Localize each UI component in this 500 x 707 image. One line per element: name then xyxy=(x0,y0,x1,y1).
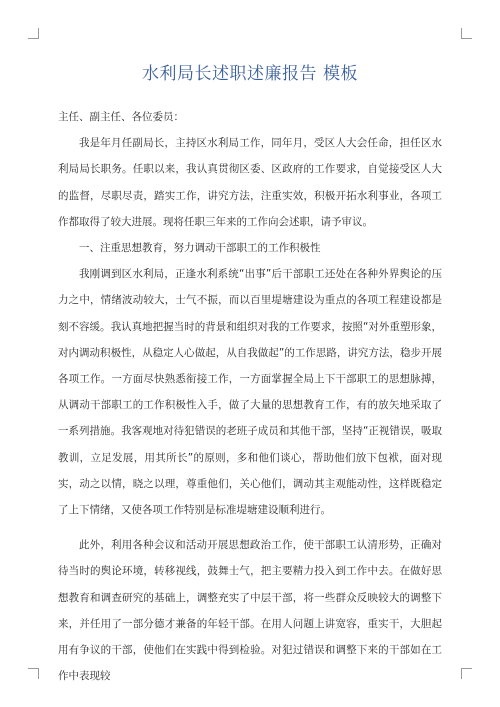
document-title: 水利局长述职述廉报告 模板 xyxy=(142,64,358,84)
intro-paragraph: 我是年月任副局长，主持区水利局工作，同年月，受区人大会任命，担任区水利局局长职务。任职以来，我认真贯彻区委、区政府的工作要求，自觉接受区人大的监督，尽职尽责，踏实工作，讲究方法，注重实效，积极开拓水利事业，各项工作都取得了较大进展。现将任职三年来的工作向会述职，请予审议。 xyxy=(58,137,442,228)
section-heading: 一、注重思想教育，努力调动干部职工的工作积极性 xyxy=(79,242,321,255)
section-paragraph-1: 我刚调到区水利局，正逢水利系统“出事”后干部职工还处在各种外界舆论的压力之中，情绪波动较大，士气不振，而以百里堤塘建设为重点的各项工程建设都是刻不容缓。我认真地把握当时的背景和组织对我的工作要求，按照“对外重塑形象，对内调动积极性，从稳定人心做起，从自我做起”的工作思路，讲究方法，稳步开展各项工作。一方面尽快熟悉衔接工作，一方面掌握全局上下干部职工的思想脉搏，从调动干部职工的工作积极性入手，做了大量的思想教育工作，有的放矢地采取了一系列措施。我客观地对待犯错误的老班子成员和其他干部，坚持“正视错误，吸取教训，立足发展，用其所长”的原则，多和他们谈心，帮助他们放下包袱，面对现实，动之以情，晓之以理，尊重他们，关心他们，调动其主观能动性，这样既稳定了上下情绪，又使各项工作特别是标准堤塘建设顺利进行。 xyxy=(58,268,442,517)
bottom-left-crop-mark xyxy=(28,668,39,679)
top-right-crop-mark xyxy=(461,28,472,39)
document-body xyxy=(58,104,442,689)
bottom-right-crop-mark xyxy=(461,668,472,679)
salutation-paragraph: 主任、副主任、各位委员： xyxy=(58,111,184,123)
top-left-crop-mark xyxy=(28,28,39,39)
section-paragraph-2: 此外，利用各种会议和活动开展思想政治工作，使干部职工认清形势，正确对待当时的舆论环境，转移视线，鼓舞士气，把主要精力投入到工作中去。在做好思想教育和调查研究的基础上，调整充实了中层干部，将一些群众反映较大的调整下来，并任用了一部分德才兼备的年轻干部。在用人问题上讲宽容，重实干，大胆起用有争议的干部，使他们在实践中得到检验。对犯过错误和调整下来的干部如在工作中表现较 xyxy=(58,539,442,683)
